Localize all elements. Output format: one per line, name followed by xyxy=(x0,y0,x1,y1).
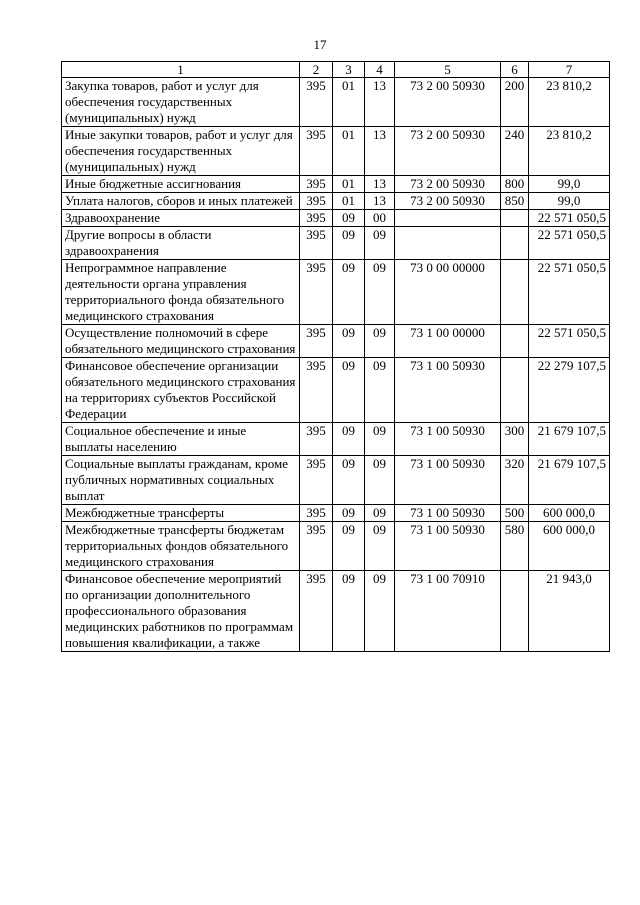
row-subsection-cell: 13 xyxy=(365,78,395,127)
row-expense-type-cell: 800 xyxy=(501,176,529,193)
row-subsection-cell: 13 xyxy=(365,127,395,176)
row-admin-code-cell: 395 xyxy=(300,260,333,325)
row-admin-code-cell: 395 xyxy=(300,176,333,193)
table-row xyxy=(62,505,610,522)
row-subsection-cell: 00 xyxy=(365,210,395,227)
row-subsection-cell: 09 xyxy=(365,505,395,522)
row-admin-code-cell: 395 xyxy=(300,325,333,358)
header-col-3: 3 xyxy=(333,62,365,78)
row-subsection-cell: 09 xyxy=(365,260,395,325)
row-admin-code-cell: 395 xyxy=(300,505,333,522)
row-subsection-cell: 09 xyxy=(365,227,395,260)
row-target-article-cell: 73 0 00 00000 xyxy=(395,260,501,325)
row-amount-cell: 22 571 050,5 xyxy=(529,325,610,358)
table-row xyxy=(62,260,610,325)
row-name-cell: Межбюджетные трансферты бюджетам территориальных фондов обязательного медицинского страхования xyxy=(62,522,300,571)
row-section-cell: 09 xyxy=(333,456,365,505)
row-amount-cell: 600 000,0 xyxy=(529,505,610,522)
row-section-cell: 09 xyxy=(333,227,365,260)
row-target-article-cell: 73 1 00 70910 xyxy=(395,571,501,652)
row-subsection-cell: 13 xyxy=(365,176,395,193)
row-amount-cell: 22 571 050,5 xyxy=(529,260,610,325)
row-subsection-cell: 09 xyxy=(365,423,395,456)
row-section-cell: 01 xyxy=(333,127,365,176)
row-subsection-cell: 13 xyxy=(365,193,395,210)
row-target-article-cell: 73 2 00 50930 xyxy=(395,193,501,210)
row-section-cell: 09 xyxy=(333,260,365,325)
row-amount-cell: 99,0 xyxy=(529,176,610,193)
row-name-cell: Межбюджетные трансферты xyxy=(62,505,300,522)
row-expense-type-cell xyxy=(501,210,529,227)
table-row xyxy=(62,210,610,227)
row-subsection-cell: 09 xyxy=(365,571,395,652)
row-amount-cell: 99,0 xyxy=(529,193,610,210)
row-target-article-cell: 73 1 00 50930 xyxy=(395,358,501,423)
row-name-cell: Финансовое обеспечение мероприятий по организации дополнительного профессионального образования медицинских работников по программам повышения квалификации, а также xyxy=(62,571,300,652)
header-col-2: 2 xyxy=(300,62,333,78)
row-admin-code-cell: 395 xyxy=(300,193,333,210)
table-row xyxy=(62,193,610,210)
row-expense-type-cell: 200 xyxy=(501,78,529,127)
budget-table xyxy=(61,61,610,652)
row-section-cell: 09 xyxy=(333,210,365,227)
header-col-5: 5 xyxy=(395,62,501,78)
row-admin-code-cell: 395 xyxy=(300,456,333,505)
row-target-article-cell: 73 2 00 50930 xyxy=(395,127,501,176)
row-amount-cell: 22 571 050,5 xyxy=(529,227,610,260)
header-col-7: 7 xyxy=(529,62,610,78)
row-subsection-cell: 09 xyxy=(365,325,395,358)
row-target-article-cell xyxy=(395,210,501,227)
row-admin-code-cell: 395 xyxy=(300,127,333,176)
table-row xyxy=(62,522,610,571)
row-amount-cell: 22 279 107,5 xyxy=(529,358,610,423)
row-name-cell: Социальное обеспечение и иные выплаты населению xyxy=(62,423,300,456)
row-name-cell: Финансовое обеспечение организации обязательного медицинского страхования на территориях субъектов Российской Федерации xyxy=(62,358,300,423)
row-admin-code-cell: 395 xyxy=(300,522,333,571)
row-admin-code-cell: 395 xyxy=(300,423,333,456)
row-amount-cell: 21 679 107,5 xyxy=(529,423,610,456)
table-header-row xyxy=(62,62,610,78)
row-section-cell: 01 xyxy=(333,176,365,193)
row-amount-cell: 21 679 107,5 xyxy=(529,456,610,505)
row-admin-code-cell: 395 xyxy=(300,571,333,652)
row-expense-type-cell: 850 xyxy=(501,193,529,210)
row-target-article-cell: 73 1 00 50930 xyxy=(395,522,501,571)
row-expense-type-cell: 500 xyxy=(501,505,529,522)
header-col-4: 4 xyxy=(365,62,395,78)
row-amount-cell: 600 000,0 xyxy=(529,522,610,571)
table-row xyxy=(62,423,610,456)
table-row xyxy=(62,127,610,176)
row-target-article-cell xyxy=(395,227,501,260)
row-admin-code-cell: 395 xyxy=(300,358,333,423)
row-name-cell: Здравоохранение xyxy=(62,210,300,227)
row-subsection-cell: 09 xyxy=(365,522,395,571)
row-amount-cell: 23 810,2 xyxy=(529,127,610,176)
row-section-cell: 09 xyxy=(333,571,365,652)
table-row xyxy=(62,571,610,652)
row-name-cell: Социальные выплаты гражданам, кроме публичных нормативных социальных выплат xyxy=(62,456,300,505)
row-target-article-cell: 73 1 00 50930 xyxy=(395,423,501,456)
row-section-cell: 09 xyxy=(333,423,365,456)
row-section-cell: 09 xyxy=(333,505,365,522)
row-expense-type-cell: 300 xyxy=(501,423,529,456)
row-expense-type-cell xyxy=(501,571,529,652)
row-section-cell: 09 xyxy=(333,522,365,571)
row-admin-code-cell: 395 xyxy=(300,210,333,227)
row-expense-type-cell xyxy=(501,227,529,260)
table-row xyxy=(62,358,610,423)
row-subsection-cell: 09 xyxy=(365,456,395,505)
header-col-1: 1 xyxy=(62,62,300,78)
row-amount-cell: 21 943,0 xyxy=(529,571,610,652)
row-expense-type-cell xyxy=(501,358,529,423)
row-name-cell: Непрограммное направление деятельности органа управления территориального фонда обязательного медицинского страхования xyxy=(62,260,300,325)
row-name-cell: Уплата налогов, сборов и иных платежей xyxy=(62,193,300,210)
row-amount-cell: 23 810,2 xyxy=(529,78,610,127)
table-row xyxy=(62,325,610,358)
row-name-cell: Другие вопросы в области здравоохранения xyxy=(62,227,300,260)
row-expense-type-cell xyxy=(501,260,529,325)
header-col-6: 6 xyxy=(501,62,529,78)
row-expense-type-cell: 320 xyxy=(501,456,529,505)
row-admin-code-cell: 395 xyxy=(300,78,333,127)
row-target-article-cell: 73 1 00 50930 xyxy=(395,505,501,522)
row-name-cell: Иные бюджетные ассигнования xyxy=(62,176,300,193)
row-section-cell: 09 xyxy=(333,325,365,358)
row-expense-type-cell xyxy=(501,325,529,358)
row-target-article-cell: 73 2 00 50930 xyxy=(395,78,501,127)
page-number: 17 xyxy=(313,37,327,52)
row-name-cell: Осуществление полномочий в сфере обязательного медицинского страхования xyxy=(62,325,300,358)
row-amount-cell: 22 571 050,5 xyxy=(529,210,610,227)
table-row xyxy=(62,78,610,127)
table-body xyxy=(62,78,610,652)
row-section-cell: 01 xyxy=(333,193,365,210)
row-name-cell: Закупка товаров, работ и услуг для обеспечения государственных (муниципальных) нужд xyxy=(62,78,300,127)
row-target-article-cell: 73 1 00 50930 xyxy=(395,456,501,505)
row-section-cell: 09 xyxy=(333,358,365,423)
table-row xyxy=(62,176,610,193)
table-row xyxy=(62,227,610,260)
row-section-cell: 01 xyxy=(333,78,365,127)
row-name-cell: Иные закупки товаров, работ и услуг для обеспечения государственных (муниципальных) нужд xyxy=(62,127,300,176)
table-row xyxy=(62,456,610,505)
row-target-article-cell: 73 2 00 50930 xyxy=(395,176,501,193)
row-expense-type-cell: 240 xyxy=(501,127,529,176)
row-target-article-cell: 73 1 00 00000 xyxy=(395,325,501,358)
row-subsection-cell: 09 xyxy=(365,358,395,423)
row-admin-code-cell: 395 xyxy=(300,227,333,260)
row-expense-type-cell: 580 xyxy=(501,522,529,571)
